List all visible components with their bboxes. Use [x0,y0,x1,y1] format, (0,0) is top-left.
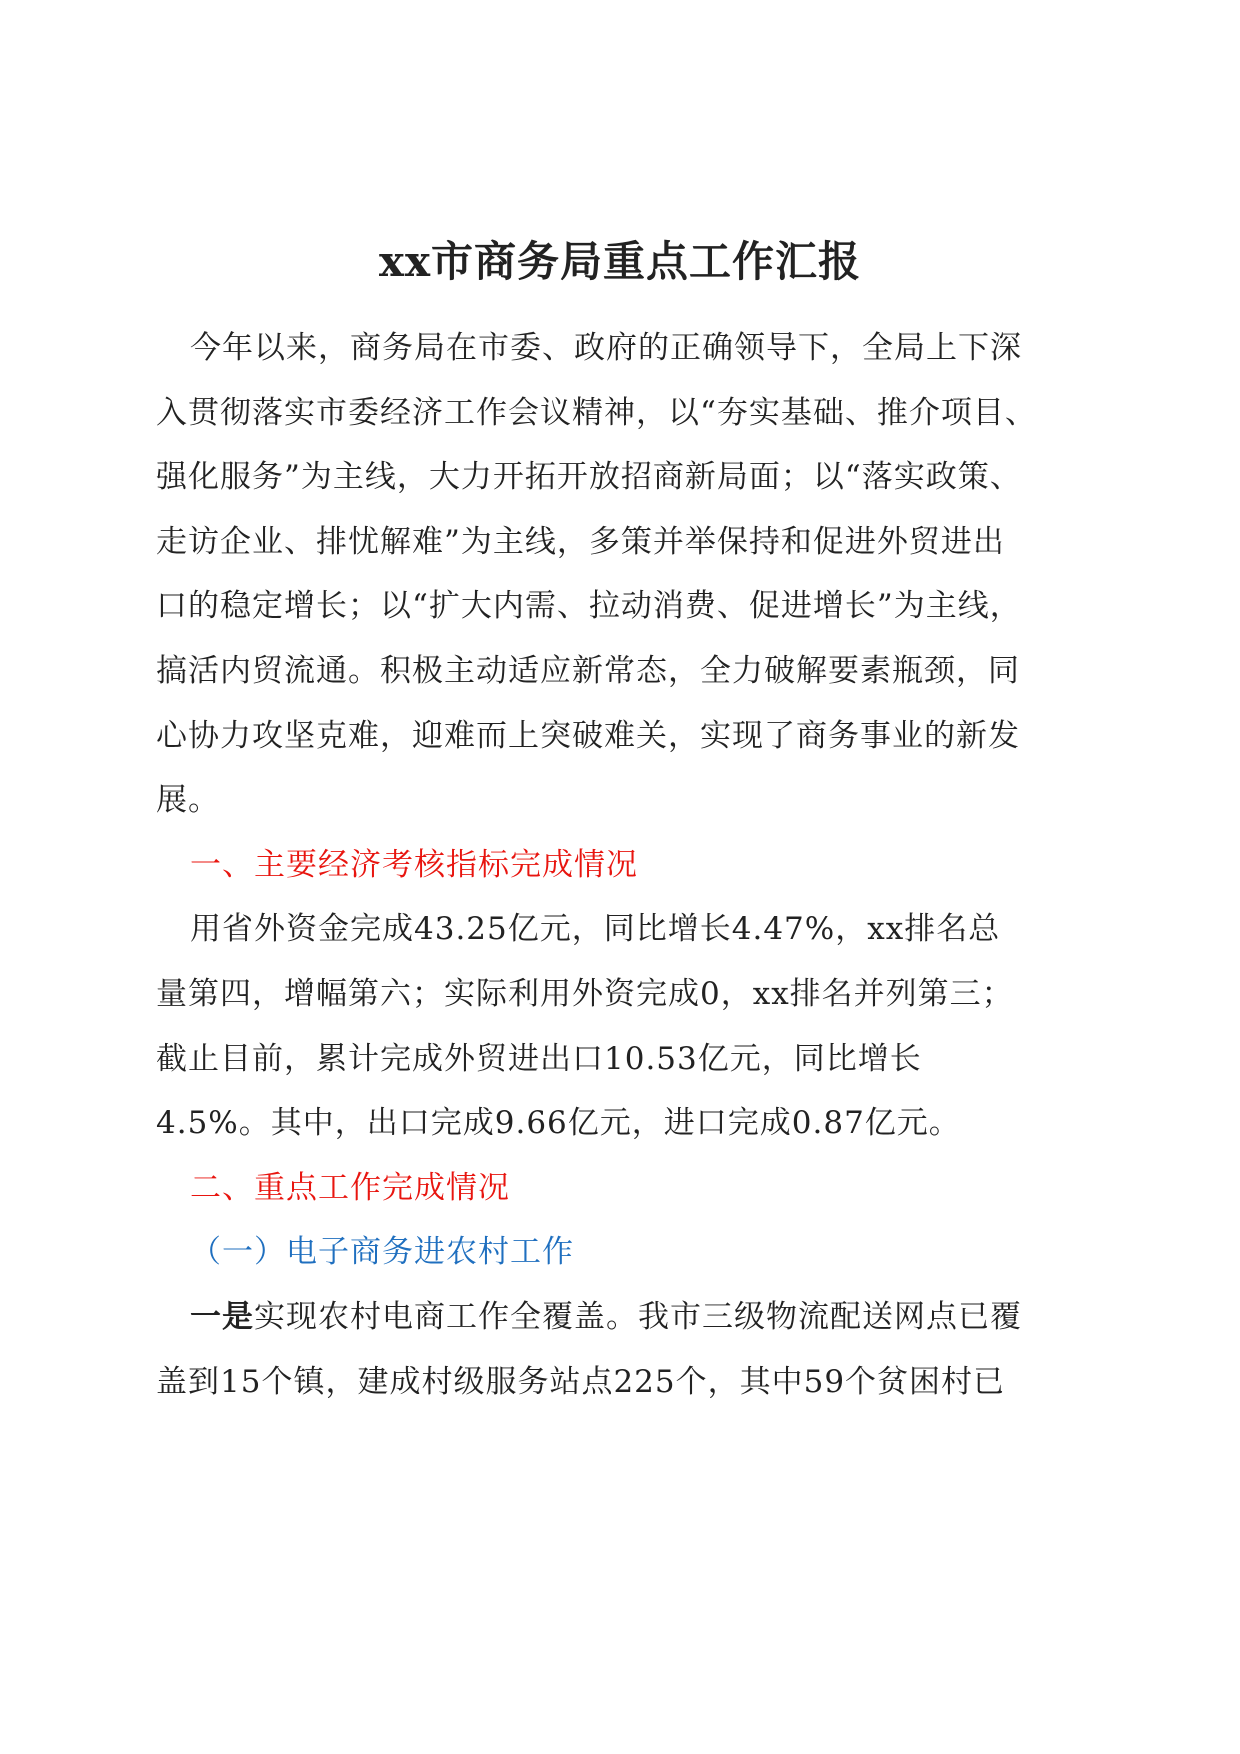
indicator-line: 用省外资金完成43.25亿元，同比增长4.47%，xx排名总 [190,911,1001,948]
section-heading-key-work: 二、重点工作完成情况 [190,1169,510,1206]
intro-line: 强化服务”为主线，大力开拓开放招商新局面；以“落实政策、 [156,459,1022,496]
lead-text: 实现农村电商工作全覆盖。我市三级物流配送网点已覆 [254,1298,1022,1335]
intro-line: 口的稳定增长；以“扩大内需、拉动消费、促进增长”为主线， [156,588,1022,625]
document-body [156,316,1086,1414]
intro-line: 心协力攻坚克难，迎难而上突破难关，实现了商务事业的新发 [156,717,1020,754]
intro-line: 搞活内贸流通。积极主动适应新常态，全力破解要素瓶颈，同 [156,652,1020,689]
section-heading-indicators: 一、主要经济考核指标完成情况 [190,846,638,883]
indicator-line: 截止目前，累计完成外贸进出口10.53亿元，同比增长 [156,1040,922,1077]
paragraph-line [156,1285,1086,1350]
subsection-heading-ecommerce: （一）电子商务进农村工作 [190,1234,574,1271]
lead-marker: 一是 [190,1298,254,1335]
paragraph-line: 盖到15个镇，建成村级服务站点225个，其中59个贫困村已 [156,1363,1006,1400]
intro-line: 今年以来，商务局在市委、政府的正确领导下，全局上下深 [190,330,1022,366]
indicator-line: 4.5%。其中，出口完成9.66亿元，进口完成0.87亿元。 [156,1105,961,1142]
intro-line: 展。 [156,782,220,819]
document-title: xx市商务局重点工作汇报 [378,237,862,286]
indicator-line: 量第四，增幅第六；实际利用外资完成0，xx排名并列第三； [156,975,1014,1012]
intro-line: 走访企业、排忧解难”为主线，多策并举保持和促进外贸进出 [156,523,1005,560]
intro-line: 入贯彻落实市委经济工作会议精神，以“夯实基础、推介项目、 [156,394,1037,431]
